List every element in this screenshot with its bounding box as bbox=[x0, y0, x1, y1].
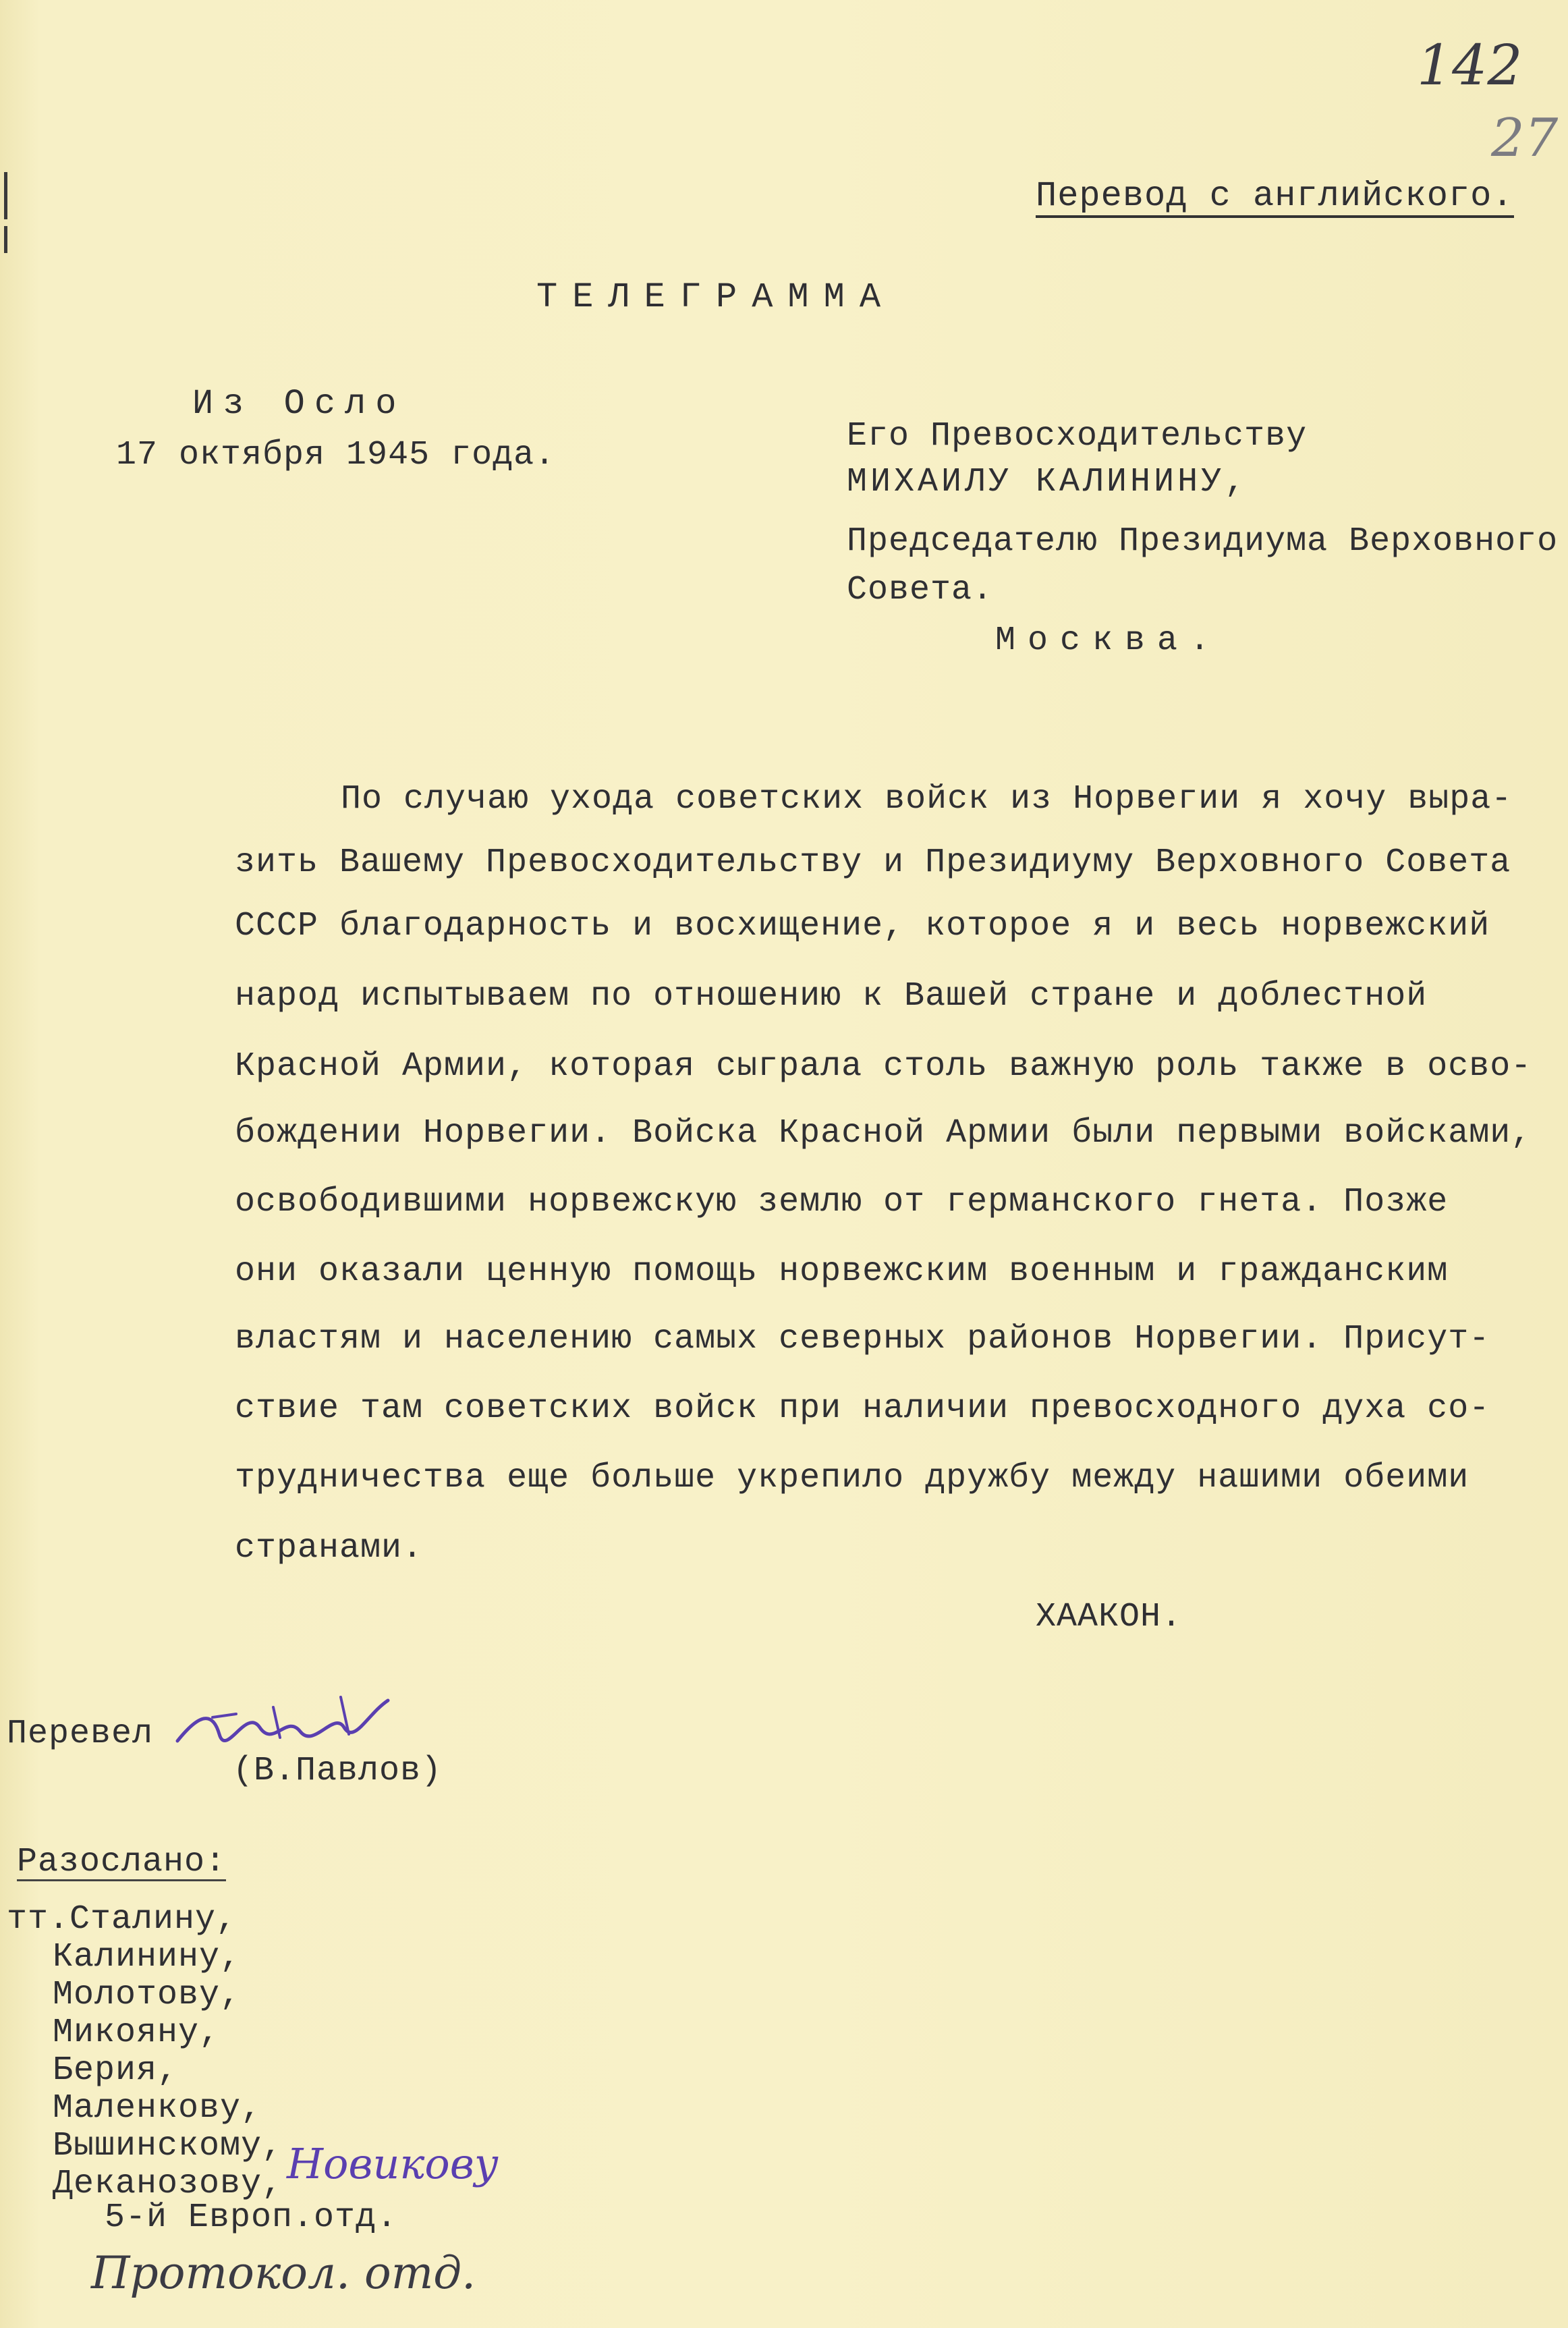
translator-label: Перевел bbox=[7, 1715, 154, 1753]
addressee-name: МИХАИЛУ КАЛИНИНУ, bbox=[847, 463, 1249, 501]
distribution-item: Калинину, bbox=[53, 1938, 242, 1976]
body-line: странами. bbox=[235, 1529, 424, 1568]
translator-name: (В.Павлов) bbox=[233, 1752, 443, 1790]
translation-note: Перевод с английского. bbox=[1036, 179, 1514, 218]
distribution-item: 5-й Европ.отд. bbox=[105, 2198, 398, 2237]
distribution-item: Микояну, bbox=[53, 2014, 221, 2052]
addressee-position-cont: Совета. bbox=[847, 571, 994, 609]
distribution-item: Молотову, bbox=[53, 1976, 242, 2014]
addressee-position: Председателю Президиума Верховного bbox=[847, 522, 1559, 561]
body-line: СССР благодарность и восхищение, которое я и весь норвежский bbox=[235, 907, 1490, 945]
handwritten-note: Протокол. отд. bbox=[91, 2247, 476, 2299]
addressee-title: Его Превосходительству bbox=[847, 417, 1308, 455]
binding-mark bbox=[4, 172, 7, 219]
folio-number: 142 bbox=[1417, 34, 1523, 98]
distribution-item: Деканозову, bbox=[53, 2165, 283, 2203]
origin-date: 17 октября 1945 года. bbox=[116, 436, 556, 474]
distribution-item: Маленкову, bbox=[53, 2089, 262, 2128]
handwritten-addition: Новикову bbox=[287, 2139, 499, 2188]
distribution-title: Разослано: bbox=[17, 1843, 227, 1881]
body-line: Красной Армии, которая сыграла столь важную роль также в осво- bbox=[235, 1047, 1532, 1086]
distribution-item: Вышинскому, bbox=[53, 2127, 283, 2165]
document-title: ТЕЛЕГРАММА bbox=[536, 277, 896, 317]
distribution-item: Берия, bbox=[53, 2051, 179, 2090]
folio-number-secondary: 27 bbox=[1491, 108, 1559, 169]
distribution-item: тт.Сталину, bbox=[7, 1900, 237, 1939]
body-line: они оказали ценную помощь норвежским военным и гражданским bbox=[235, 1252, 1449, 1291]
body-line: ствие там советских войск при наличии превосходного духа со- bbox=[235, 1389, 1490, 1428]
signature: ХААКОН. bbox=[1036, 1598, 1183, 1636]
body-line: По случаю ухода советских войск из Норвегии я хочу выра- bbox=[341, 780, 1513, 819]
origin-place: Из Осло bbox=[192, 384, 406, 424]
body-line: зить Вашему Превосходительству и Президиуму Верховного Совета bbox=[235, 843, 1511, 882]
translator-signature bbox=[172, 1687, 395, 1761]
body-line: трудничества еще больше укрепило дружбу между нашими обеими bbox=[235, 1459, 1469, 1497]
addressee-city: Москва. bbox=[995, 621, 1223, 660]
body-line: властям и населению самых северных районов Норвегии. Присут- bbox=[235, 1320, 1490, 1358]
body-line: бождении Норвегии. Войска Красной Армии были первыми войсками, bbox=[235, 1114, 1532, 1153]
body-line: освободившими норвежскую землю от германского гнета. Позже bbox=[235, 1183, 1449, 1221]
body-line: народ испытываем по отношению к Вашей стране и доблестной bbox=[235, 977, 1428, 1016]
binding-mark bbox=[4, 226, 7, 253]
